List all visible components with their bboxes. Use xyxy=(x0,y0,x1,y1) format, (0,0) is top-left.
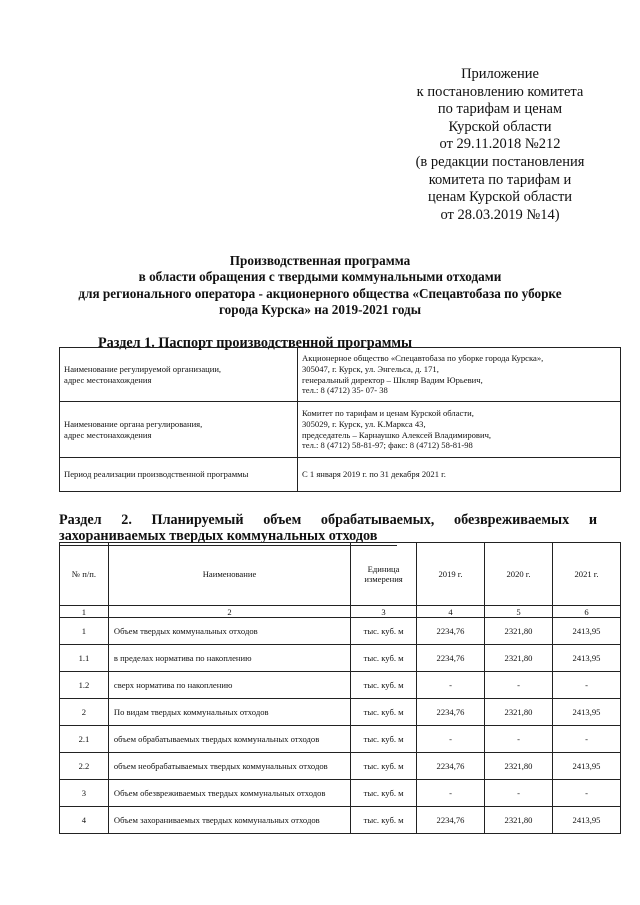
passport-value xyxy=(298,402,621,458)
row-unit: тыс. куб. м xyxy=(351,807,417,834)
row-name: объем необрабатываемых твердых коммунальных отходов xyxy=(108,753,350,780)
volumes-header-row xyxy=(60,543,621,606)
row-unit: тыс. куб. м xyxy=(351,645,417,672)
passport-label-line: Наименование органа регулирования, xyxy=(64,418,203,429)
row-unit: тыс. куб. м xyxy=(351,726,417,753)
passport-value-line: генеральный директор – Шкляр Вадим Юрьевич, xyxy=(302,374,483,385)
passport-value-line: С 1 января 2019 г. по 31 декабря 2021 г. xyxy=(302,469,446,480)
row-2019: - xyxy=(417,726,485,753)
row-2021: 2413,95 xyxy=(553,618,621,645)
program-title-line: Производственная программа xyxy=(229,253,411,268)
row-num: 3 xyxy=(60,780,109,807)
row-2021: - xyxy=(553,672,621,699)
passport-value-line: тел.: 8 (4712) 58-81-97; факс: 8 (4712) 58-81-98 xyxy=(302,440,473,451)
passport-row xyxy=(60,402,621,458)
row-name: Объем обезвреживаемых твердых коммунальных отходов xyxy=(108,780,350,807)
row-2019: - xyxy=(417,672,485,699)
passport-label xyxy=(60,402,298,458)
passport-row xyxy=(60,458,621,492)
row-2019: - xyxy=(417,780,485,807)
appendix-line: по тарифам и ценам xyxy=(437,101,563,118)
section2-title-cont: захораниваемых твердых коммунальных отходов xyxy=(59,528,397,546)
table-row xyxy=(60,618,621,645)
passport-label-line: Наименование регулируемой организации, xyxy=(64,363,222,374)
passport-value xyxy=(298,348,621,402)
passport-label-line: адрес местонахождения xyxy=(64,429,152,440)
row-num: 2.2 xyxy=(60,753,109,780)
header-unit: Единица измерения xyxy=(351,543,417,606)
table-row xyxy=(60,780,621,807)
row-2021: - xyxy=(553,780,621,807)
appendix-line: от 29.11.2018 №212 xyxy=(439,136,561,153)
row-unit: тыс. куб. м xyxy=(351,618,417,645)
row-2020: - xyxy=(485,672,553,699)
row-unit: тыс. куб. м xyxy=(351,699,417,726)
passport-label xyxy=(60,458,298,492)
column-number: 1 xyxy=(60,606,109,618)
appendix-line: к постановлению комитета xyxy=(416,83,584,100)
appendix-line: ценам Курской области xyxy=(427,189,573,206)
row-name: Объем твердых коммунальных отходов xyxy=(108,618,350,645)
appendix-line: Приложение xyxy=(461,66,539,82)
row-2020: 2321,80 xyxy=(485,645,553,672)
row-num: 1.1 xyxy=(60,645,109,672)
section1-title: Раздел 1. Паспорт производственной программы xyxy=(98,335,413,351)
row-2019: 2234,76 xyxy=(417,645,485,672)
volumes-table xyxy=(59,542,621,834)
passport-value-line: Акционерное общество «Спецавтобаза по уборке города Курска», xyxy=(302,352,544,363)
row-2021: 2413,95 xyxy=(553,699,621,726)
row-2019: 2234,76 xyxy=(417,699,485,726)
row-2019: 2234,76 xyxy=(417,753,485,780)
program-title xyxy=(30,253,610,318)
header-name: Наименование xyxy=(108,543,350,606)
row-num: 4 xyxy=(60,807,109,834)
row-name: Объем захораниваемых твердых коммунальных отходов xyxy=(108,807,350,834)
header-2019: 2019 г. xyxy=(417,543,485,606)
passport-label-line: Период реализации производственной программы xyxy=(64,469,249,480)
row-2019: 2234,76 xyxy=(417,618,485,645)
row-2021: 2413,95 xyxy=(553,807,621,834)
column-number: 6 xyxy=(553,606,621,618)
row-2020: 2321,80 xyxy=(485,699,553,726)
passport-value xyxy=(298,458,621,492)
row-2020: 2321,80 xyxy=(485,618,553,645)
column-number: 4 xyxy=(417,606,485,618)
table-row xyxy=(60,753,621,780)
column-number: 3 xyxy=(351,606,417,618)
row-unit: тыс. куб. м xyxy=(351,780,417,807)
row-num: 1 xyxy=(60,618,109,645)
row-num: 2 xyxy=(60,699,109,726)
row-num: 1.2 xyxy=(60,672,109,699)
row-2020: 2321,80 xyxy=(485,807,553,834)
program-title-line: города Курска» на 2019-2021 годы xyxy=(218,301,422,317)
passport-label-line: адрес местонахождения xyxy=(64,374,152,385)
passport-value-line: Комитет по тарифам и ценам Курской области, xyxy=(302,407,474,418)
appendix-line: комитета по тарифам и xyxy=(428,171,572,188)
row-name: сверх норматива по накоплению xyxy=(108,672,350,699)
row-2021: 2413,95 xyxy=(553,753,621,780)
row-name: объем обрабатываемых твердых коммунальных отходов xyxy=(108,726,350,753)
row-name: По видам твердых коммунальных отходов xyxy=(108,699,350,726)
row-num: 2.1 xyxy=(60,726,109,753)
passport-table xyxy=(59,347,621,492)
section2-title: Раздел 2. Планируемый объем обрабатываемых, обезвреживаемых и xyxy=(59,512,597,528)
row-unit: тыс. куб. м xyxy=(351,672,417,699)
row-2021: 2413,95 xyxy=(553,645,621,672)
table-row xyxy=(60,807,621,834)
row-2021: - xyxy=(553,726,621,753)
row-name: в пределах норматива по накоплению xyxy=(108,645,350,672)
appendix-line: (в редакции постановления xyxy=(415,153,585,170)
passport-value-line: председатель – Карнаушко Алексей Владимирович, xyxy=(302,429,492,440)
row-2020: - xyxy=(485,780,553,807)
column-number: 2 xyxy=(108,606,350,618)
program-title-line: в области обращения с твердыми коммунальными отходами xyxy=(138,269,502,285)
passport-label xyxy=(60,348,298,402)
header-2021: 2021 г. xyxy=(553,543,621,606)
row-2020: - xyxy=(485,726,553,753)
appendix-line: Курской области xyxy=(448,118,552,135)
column-number: 5 xyxy=(485,606,553,618)
passport-row xyxy=(60,348,621,402)
row-unit: тыс. куб. м xyxy=(351,753,417,780)
appendix-line: от 28.03.2019 №14) xyxy=(440,206,560,223)
passport-value-line: 305029, г. Курск, ул. К.Маркса 43, xyxy=(302,418,426,429)
row-2020: 2321,80 xyxy=(485,753,553,780)
row-2019: 2234,76 xyxy=(417,807,485,834)
appendix-block xyxy=(385,66,615,224)
table-row xyxy=(60,699,621,726)
table-row xyxy=(60,645,621,672)
program-title-line: для регионального оператора - акционерного общества «Спецавтобаза по уборке xyxy=(78,285,562,301)
passport-value-line: 305047, г. Курск, ул. Энгельса, д. 171, xyxy=(302,363,439,374)
passport-value-line: тел.: 8 (4712) 35- 07- 38 xyxy=(302,385,388,396)
table-row xyxy=(60,672,621,699)
header-2020: 2020 г. xyxy=(485,543,553,606)
header-num: № п/п. xyxy=(60,543,109,606)
table-row xyxy=(60,726,621,753)
column-number-row xyxy=(60,606,621,618)
